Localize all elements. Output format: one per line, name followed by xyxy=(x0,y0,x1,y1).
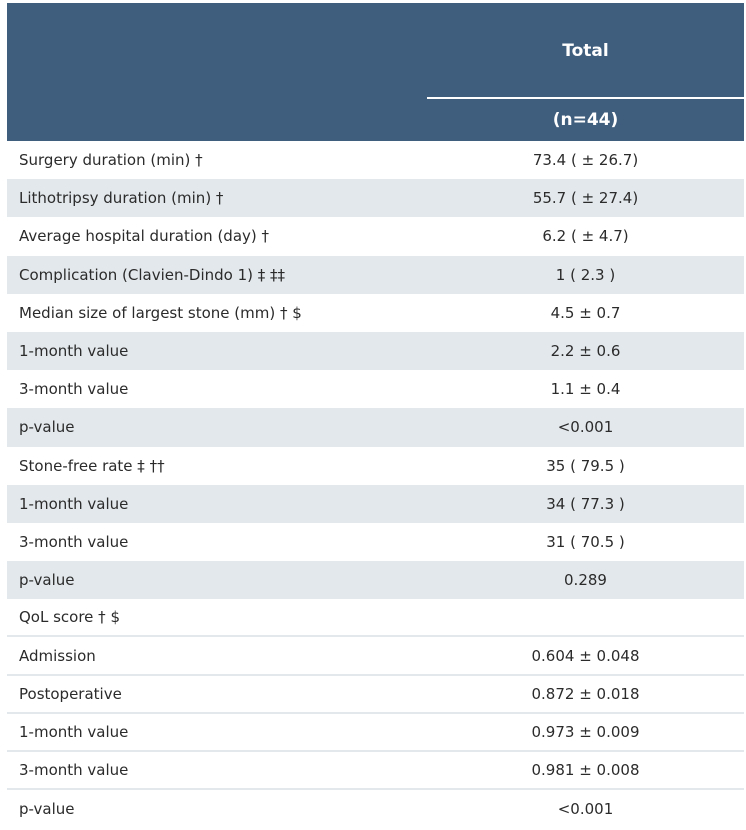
column-sample-size: (n=44) xyxy=(552,110,619,130)
row-value: 0.604 ± 0.048 xyxy=(531,646,640,665)
row-value: 55.7 ( ± 27.4) xyxy=(532,189,639,208)
row-label: p-value xyxy=(19,418,75,437)
table-row xyxy=(7,676,744,714)
row-label: 1-month value xyxy=(19,722,129,741)
row-label: 1-month value xyxy=(19,494,129,513)
row-value: 1.1 ± 0.4 xyxy=(550,380,621,399)
row-label: 3-month value xyxy=(19,380,129,399)
row-value: 73.4 ( ± 26.7) xyxy=(532,151,639,170)
row-label: Lithotripsy duration (min) † xyxy=(19,189,224,208)
table-row xyxy=(7,447,744,485)
row-value: <0.001 xyxy=(557,418,614,437)
table-row xyxy=(7,217,744,255)
table-header xyxy=(7,3,744,141)
row-value: 6.2 ( ± 4.7) xyxy=(542,227,629,246)
row-value: 0.973 ± 0.009 xyxy=(531,722,640,741)
row-label: 3-month value xyxy=(19,761,129,780)
table-row xyxy=(7,714,744,752)
row-label: Median size of largest stone (mm) † $ xyxy=(19,303,302,322)
table-row xyxy=(7,256,744,294)
row-value: 35 ( 79.5 ) xyxy=(546,456,625,475)
row-value: 0.872 ± 0.018 xyxy=(531,684,640,703)
row-value: 31 ( 70.5 ) xyxy=(546,532,625,551)
header-divider xyxy=(427,97,744,99)
table-row xyxy=(7,370,744,408)
row-label: 1-month value xyxy=(19,342,129,361)
row-label: Stone-free rate ‡ †† xyxy=(19,456,165,475)
row-label: 3-month value xyxy=(19,532,129,551)
row-label: Complication (Clavien-Dindo 1) ‡ ‡‡ xyxy=(19,265,286,284)
row-value: 0.289 xyxy=(564,571,607,590)
table-row xyxy=(7,485,744,523)
table-row xyxy=(7,179,744,217)
column-title: Total xyxy=(562,41,609,61)
results-table xyxy=(7,3,744,828)
table-row xyxy=(7,790,744,828)
row-label: QoL score † $ xyxy=(19,608,120,627)
table-row xyxy=(7,141,744,179)
table-row xyxy=(7,332,744,370)
table-row xyxy=(7,637,744,675)
row-value: 2.2 ± 0.6 xyxy=(550,342,621,361)
row-label: p-value xyxy=(19,800,75,819)
row-label: Surgery duration (min) † xyxy=(19,151,203,170)
row-label: Average hospital duration (day) † xyxy=(19,227,270,246)
row-label: Postoperative xyxy=(19,684,122,703)
table-row xyxy=(7,523,744,561)
table-row xyxy=(7,294,744,332)
row-value: <0.001 xyxy=(557,800,614,819)
table-row xyxy=(7,599,744,637)
table-row xyxy=(7,561,744,599)
row-value: 1 ( 2.3 ) xyxy=(555,265,616,284)
row-label: p-value xyxy=(19,571,75,590)
row-value: 4.5 ± 0.7 xyxy=(550,303,621,322)
table-body xyxy=(7,141,744,828)
row-label: Admission xyxy=(19,646,96,665)
table-row xyxy=(7,408,744,446)
row-value: 34 ( 77.3 ) xyxy=(546,494,625,513)
row-value: 0.981 ± 0.008 xyxy=(531,761,640,780)
table-row xyxy=(7,752,744,790)
